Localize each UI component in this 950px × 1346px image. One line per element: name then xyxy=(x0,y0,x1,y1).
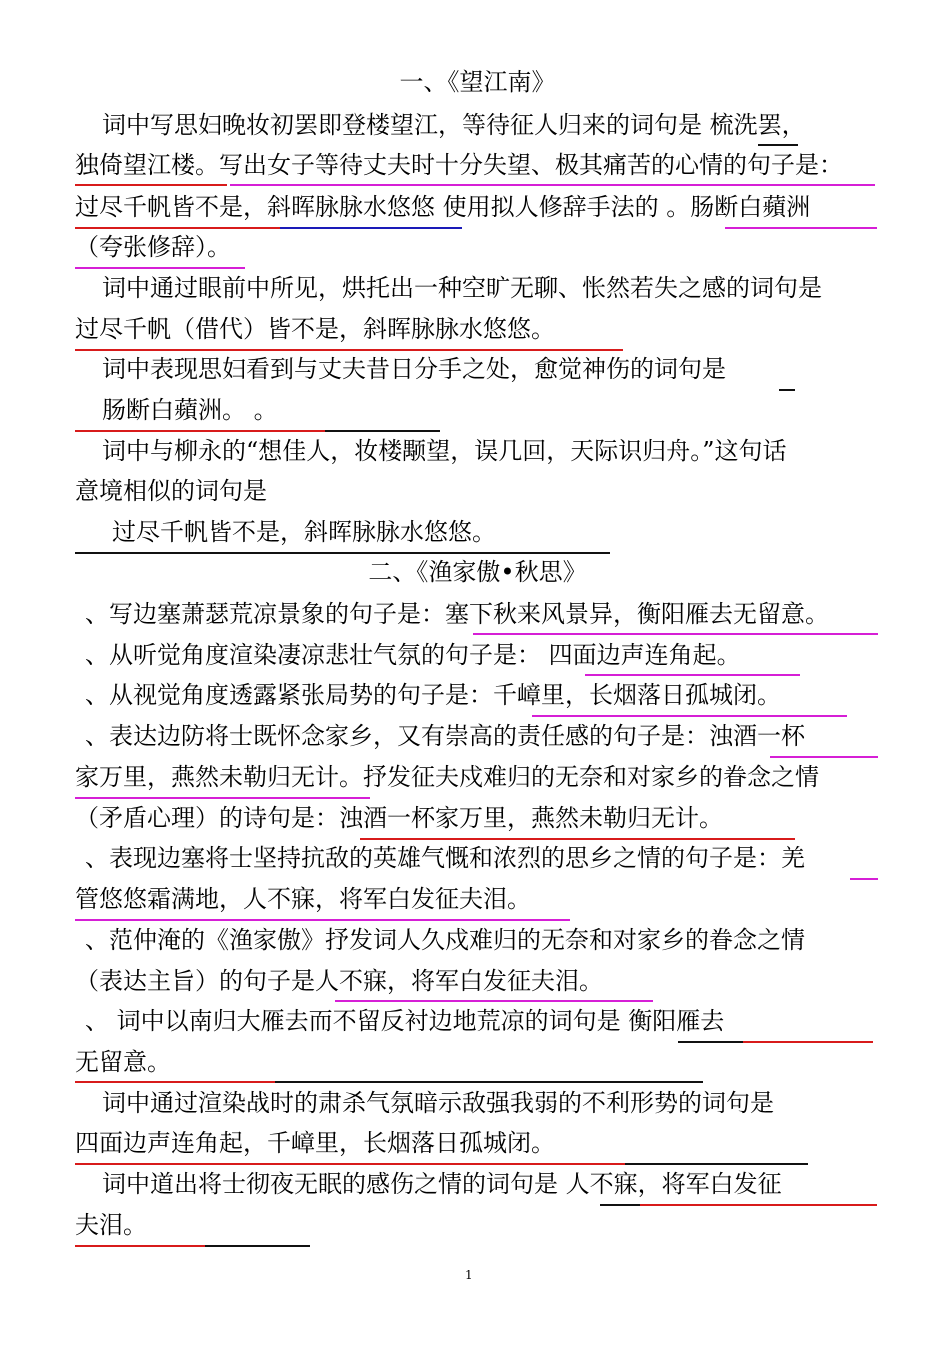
underline xyxy=(625,1163,808,1165)
underline xyxy=(678,1041,743,1043)
s1-line-11: 过尽千帆皆不是，斜晖脉脉水悠悠。 xyxy=(112,518,496,546)
underline xyxy=(779,389,795,391)
s2-line-9: 、范仲淹的《渔家傲》抒发词人久戍难归的无奈和对家乡的眷念之情 xyxy=(85,926,805,954)
underline xyxy=(325,430,440,432)
s2-line-16: 夫泪。 xyxy=(75,1211,147,1239)
underline xyxy=(205,1245,310,1247)
s2-line-1: 、写边塞萧瑟荒凉景象的句子是：塞下秋来风景异，衡阳雁去无留意。 xyxy=(85,600,829,628)
s2-line-3: 、从视觉角度透露紧张局势的句子是：千嶂里，长烟落日孤城闭。 xyxy=(85,681,781,709)
underline xyxy=(473,633,878,635)
underline xyxy=(75,227,280,229)
underline xyxy=(75,552,610,554)
underline xyxy=(75,1081,275,1083)
underline xyxy=(280,227,462,229)
page-number: 1 xyxy=(465,1268,473,1282)
s2-line-5: 家万里，燕然未勒归无计。抒发征夫戍难归的无奈和对家乡的眷念之情 xyxy=(75,763,819,791)
s2-line-10: （表达主旨）的句子是人不寐，将军白发征夫泪。 xyxy=(75,967,603,995)
s2-line-14: 四面边声连角起，千嶂里，长烟落日孤城闭。 xyxy=(75,1129,555,1157)
s1-line-4: （夸张修辞）。 xyxy=(75,233,231,261)
s1-line-8: 肠断白蘋洲。 。 xyxy=(102,396,278,424)
underline xyxy=(75,349,623,351)
underline xyxy=(230,184,875,186)
underline xyxy=(275,1081,703,1083)
section1-title: 一、《望江南》 xyxy=(399,68,556,96)
underline xyxy=(75,267,245,269)
s2-line-8: 管悠悠霜满地，人不寐，将军白发征夫泪。 xyxy=(75,885,531,913)
s2-line-4: 、表达边防将士既怀念家乡，又有崇高的责任感的句子是：浊酒一杯 xyxy=(85,722,805,750)
underline xyxy=(75,919,570,921)
s2-line-6: （矛盾心理）的诗句是：浊酒一杯家万里，燕然未勒归无计。 xyxy=(75,804,723,832)
underline xyxy=(600,1204,640,1206)
underline xyxy=(585,674,800,676)
underline xyxy=(758,144,798,146)
section2-title: 二、《渔家傲•秋思》 xyxy=(368,558,587,586)
s1-line-3: 过尽千帆皆不是，斜晖脉脉水悠悠 使用拟人修辞手法的 。肠断白蘋洲 xyxy=(75,193,811,221)
s1-line-10: 意境相似的词句是 xyxy=(75,477,267,505)
s1-line-9: 词中与柳永的“想佳人，妆楼颙望，误几回，天际识归舟。”这句话 xyxy=(102,437,787,465)
s2-line-7: 、表现边塞将士坚持抗敌的英雄气慨和浓烈的思乡之情的句子是：羌 xyxy=(85,844,805,872)
s2-line-13: 词中通过渲染战时的肃杀气氛暗示敌强我弱的不利形势的词句是 xyxy=(102,1089,774,1117)
s1-line-1: 词中写思妇晚妆初罢即登楼望江，等待征人归来的词句是 梳洗罢， xyxy=(102,111,806,139)
s1-line-2: 独倚望江楼。写出女子等待丈夫时十分失望、极其痛苦的心情的句子是： xyxy=(75,151,843,179)
underline xyxy=(770,756,878,758)
underline xyxy=(75,1245,205,1247)
s2-line-15: 词中道出将士彻夜无眠的感伤之情的词句是 人不寐，将军白发征 xyxy=(102,1170,782,1198)
underline xyxy=(75,184,227,186)
s2-line-2: 、从听觉角度渲染凄凉悲壮气氛的句子是： 四面边声连角起。 xyxy=(85,641,741,669)
underline xyxy=(725,227,877,229)
s2-line-11: 、 词中以南归大雁去而不留反衬边地荒凉的词句是 衡阳雁去 xyxy=(85,1007,725,1035)
underline xyxy=(532,715,847,717)
s1-line-5: 词中通过眼前中所见，烘托出一种空旷无聊、怅然若失之感的词句是 xyxy=(102,274,822,302)
underline xyxy=(335,1000,653,1002)
s1-line-6: 过尽千帆（借代）皆不是，斜晖脉脉水悠悠。 xyxy=(75,315,555,343)
underline xyxy=(850,878,878,880)
underline xyxy=(743,1041,873,1043)
underline xyxy=(75,430,325,432)
underline xyxy=(75,797,370,799)
s1-line-7: 词中表现思妇看到与丈夫昔日分手之处，愈觉神伤的词句是 xyxy=(102,355,726,383)
underline xyxy=(75,1163,625,1165)
underline xyxy=(640,1204,877,1206)
underline xyxy=(360,838,795,840)
s2-line-12: 无留意。 xyxy=(75,1048,171,1076)
